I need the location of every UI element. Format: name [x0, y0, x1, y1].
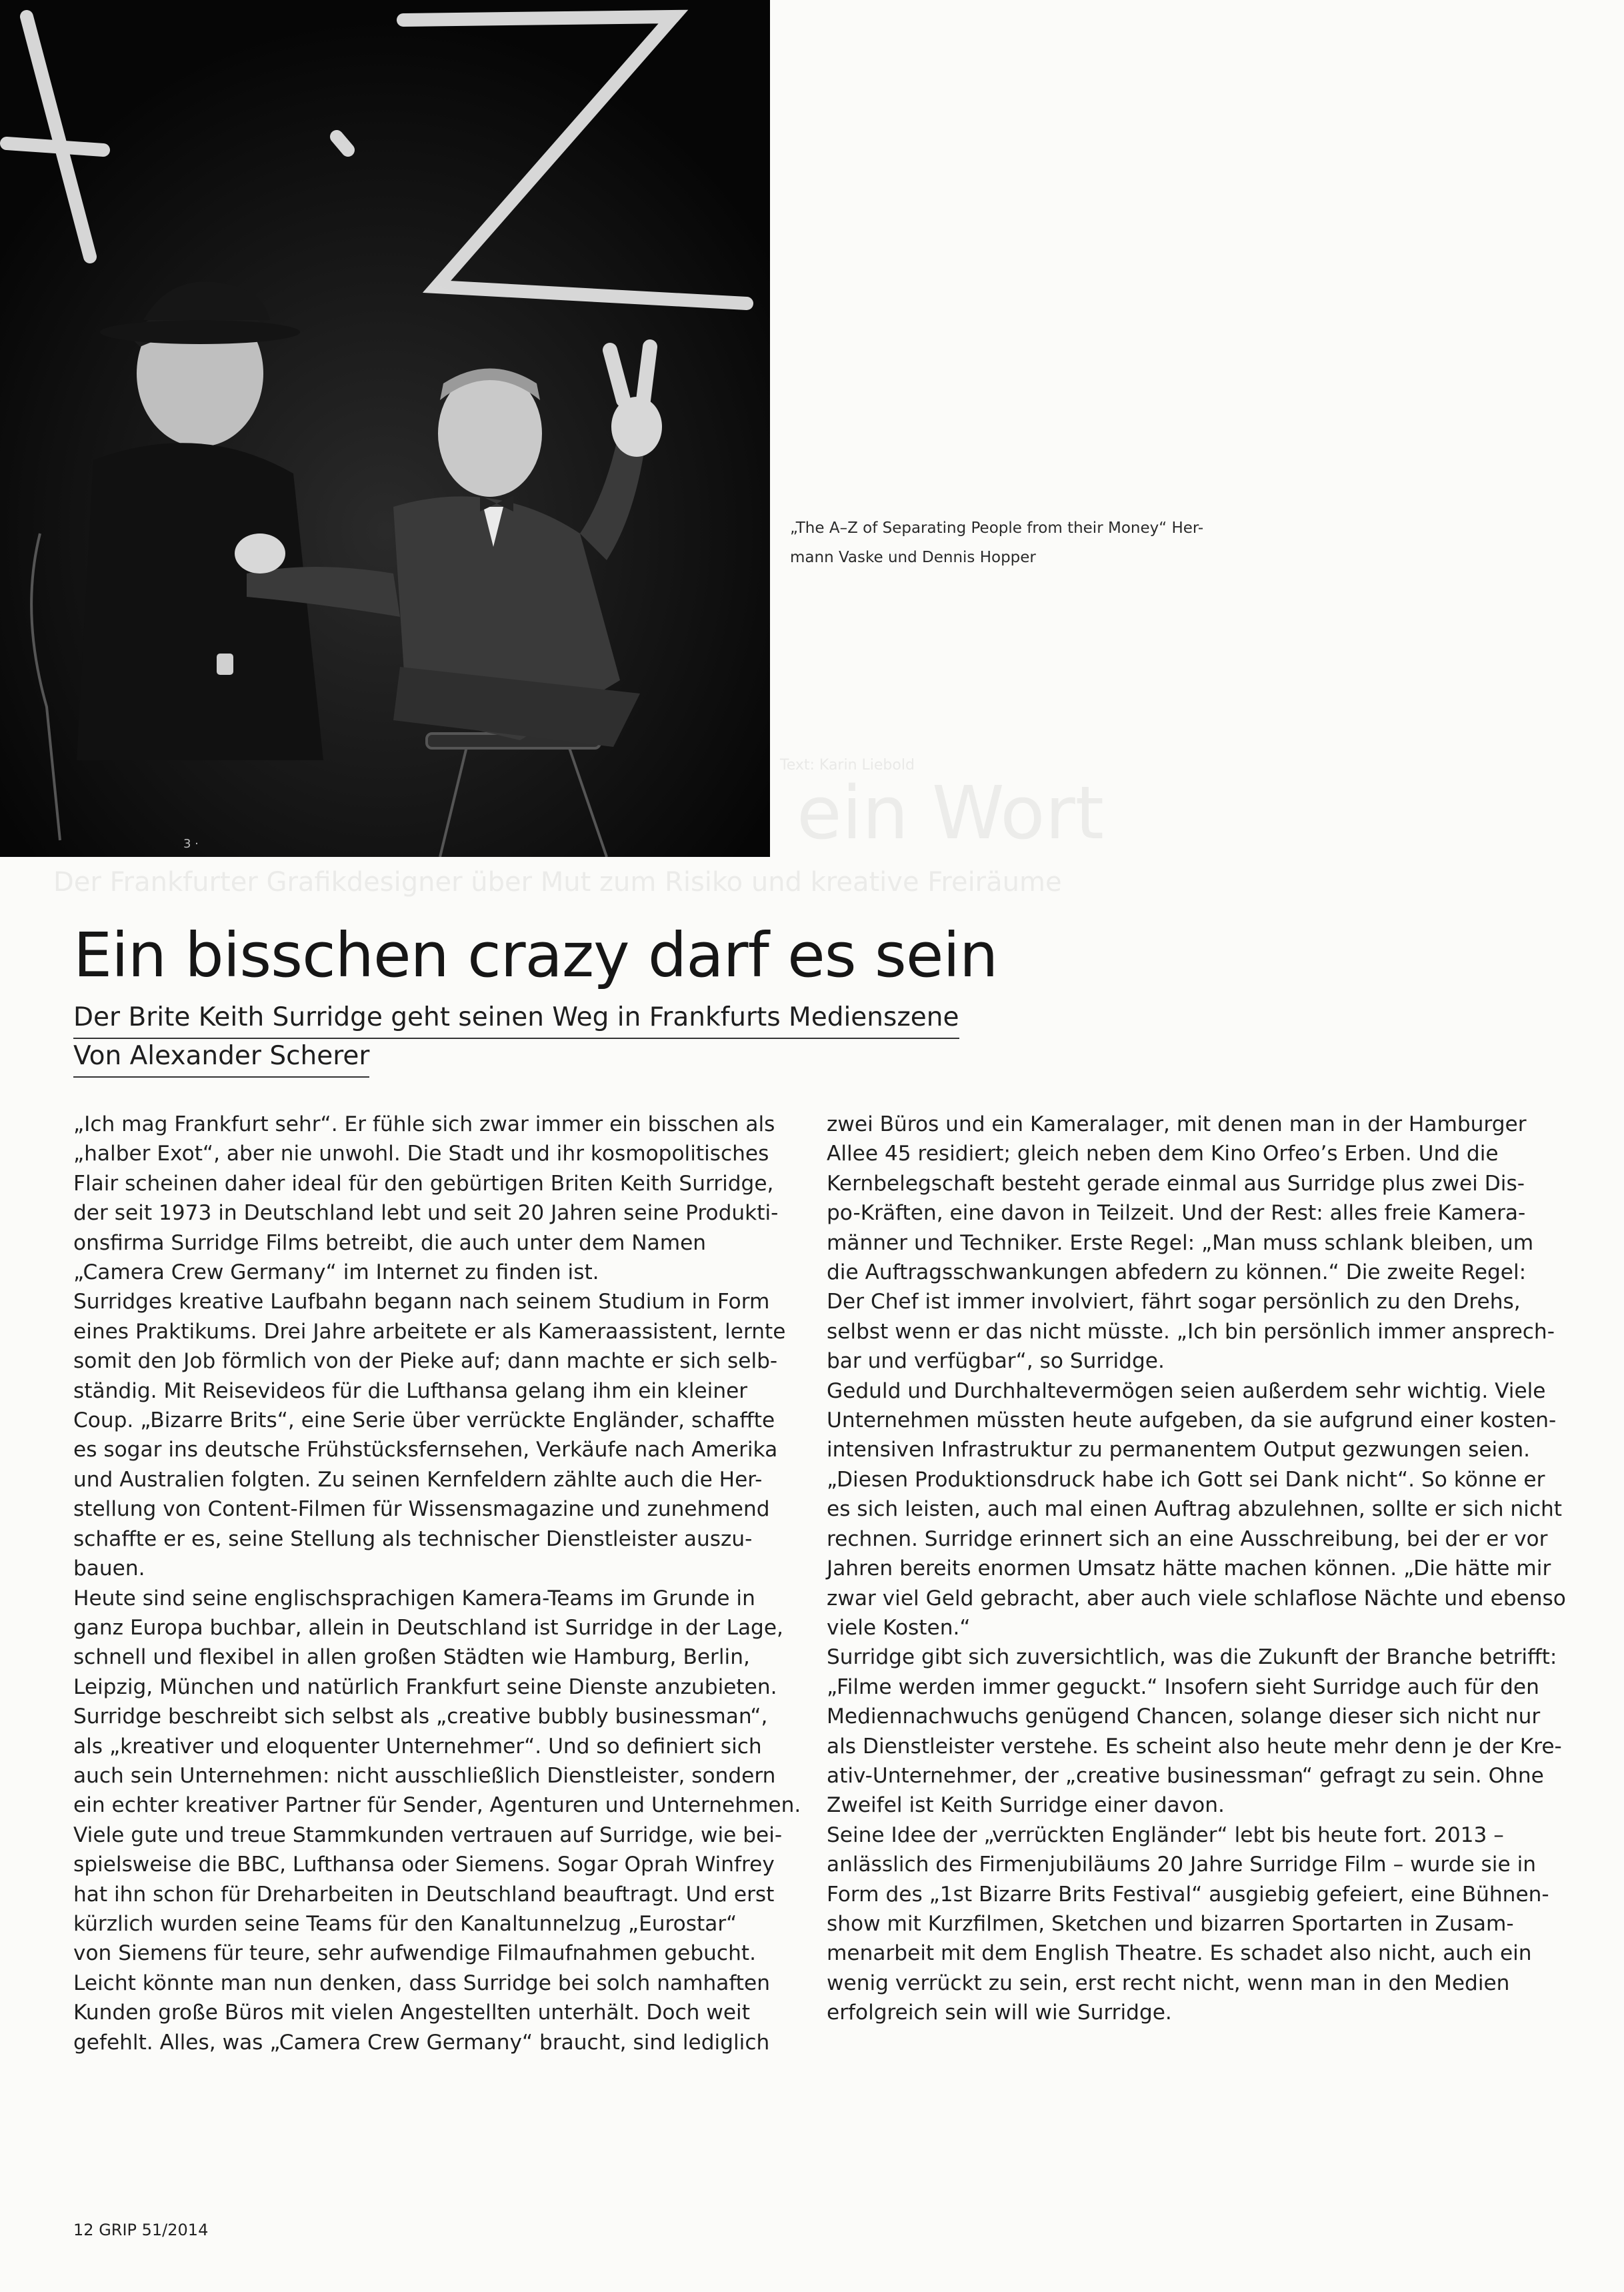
article-text-line: die Auftragsschwankungen abfedern zu können.“ Die zweite Regel: — [827, 1260, 1527, 1285]
article-text-line: „halber Exot“, aber nie unwohl. Die Stadt und ihr kosmopolitisches — [73, 1142, 769, 1166]
article-text-line: es sogar ins deutsche Frühstücksfernsehen, Verkäufe nach Amerika — [73, 1438, 778, 1462]
page-number: 12 — [73, 2221, 94, 2239]
article-text-line: viele Kosten.“ — [827, 1615, 971, 1640]
article-text-line: rechnen. Surridge erinnert sich an eine Ausschreibung, bei der er vor — [827, 1526, 1548, 1551]
article-text-line: Leipzig, München und natürlich Frankfurt seine Dienste anzubieten. — [73, 1674, 777, 1699]
article-text-line: Der Chef ist immer involviert, fährt sogar persönlich zu den Drehs, — [827, 1290, 1521, 1314]
article-text-line: Unternehmen müssten heute aufgeben, da sie aufgrund einer kosten- — [827, 1408, 1557, 1433]
article-text-line: bar und verfügbar“, so Surridge. — [827, 1349, 1165, 1374]
caption-line: „The A–Z of Separating People from their Money“ Her- — [790, 519, 1204, 537]
article-text-line: show mit Kurzfilmen, Sketchen und bizarren Sportarten in Zusam- — [827, 1911, 1514, 1936]
article-text-line: ativ-Unternehmer, der „creative businessman“ gefragt zu sein. Ohne — [827, 1763, 1544, 1788]
article-column-left — [73, 1110, 807, 2057]
article-text-line: Zweifel ist Keith Surridge einer davon. — [827, 1793, 1225, 1818]
article-text-line: zwei Büros und ein Kameralager, mit denen man in der Hamburger — [827, 1112, 1527, 1136]
article-text-line: po-Kräften, eine davon in Teilzeit. Und der Rest: alles freie Kamera- — [827, 1201, 1526, 1226]
article-text-line: Viele gute und treue Stammkunden vertrauen auf Surridge, wie bei- — [73, 1823, 783, 1847]
article-text-line: hat ihn schon für Dreharbeiten in Deutschland beauftragt. Und erst — [73, 1882, 775, 1907]
publication-name: GRIP 51/2014 — [99, 2221, 209, 2239]
article-text-line: erfolgreich sein will wie Surridge. — [827, 2001, 1172, 2025]
article-text-line: als „kreativer und eloquenter Unternehmer“. Und so definiert sich — [73, 1734, 762, 1759]
article-text-line: selbst wenn er das nicht müsste. „Ich bin persönlich immer ansprech- — [827, 1319, 1555, 1344]
article-text-line: Surridge gibt sich zuversichtlich, was die Zukunft der Branche betrifft: — [827, 1645, 1557, 1670]
ghost-text-big: ein Wort — [797, 770, 1104, 856]
article-text-line: menarbeit mit dem English Theatre. Es schadet also nicht, auch ein — [827, 1941, 1532, 1966]
article-text-line: wenig verrückt zu sein, erst recht nicht, wenn man in den Medien — [827, 1971, 1510, 1995]
article-text-line: Form des „1st Bizarre Brits Festival“ ausgiebig gefeiert, eine Bühnen- — [827, 1882, 1549, 1907]
article-text-line: schaffte er es, seine Stellung als technischer Dienstleister auszu- — [73, 1526, 753, 1551]
photo-illustration — [0, 0, 770, 857]
article-text-line: spielsweise die BBC, Lufthansa oder Siemens. Sogar Oprah Winfrey — [73, 1853, 775, 1877]
article-text-line: Flair scheinen daher ideal für den gebürtigen Briten Keith Surridge, — [73, 1171, 774, 1196]
caption-line: mann Vaske und Dennis Hopper — [790, 549, 1036, 566]
article-text-line: ein echter kreativer Partner für Sender, Agenturen und Unternehmen. — [73, 1793, 801, 1818]
article-text-line: es sich leisten, auch mal einen Auftrag abzulehnen, sollte er sich nicht — [827, 1497, 1562, 1522]
article-text-line: männer und Techniker. Erste Regel: „Man muss schlank bleiben, um — [827, 1230, 1534, 1255]
article-text-line: Seine Idee der „verrückten Engländer“ lebt bis heute fort. 2013 – — [827, 1823, 1504, 1847]
article-text-line: von Siemens für teure, sehr aufwendige Filmaufnahmen gebucht. — [73, 1941, 756, 1966]
article-text-line: schnell und flexibel in allen großen Städten wie Hamburg, Berlin, — [73, 1645, 750, 1670]
article-text-line: Allee 45 residiert; gleich neben dem Kino Orfeo’s Erben. Und die — [827, 1142, 1499, 1166]
page-footer — [73, 2221, 208, 2239]
article-text-line: Leicht könnte man nun denken, dass Surridge bei solch namhaften — [73, 1971, 770, 1995]
article-text-line: zwar viel Geld gebracht, aber auch viele schlaflose Nächte und ebenso — [827, 1586, 1566, 1610]
ghost-text-small: Text: Karin Liebold — [780, 757, 915, 774]
article-text-line: Kernbelegschaft besteht gerade einmal aus Surridge plus zwei Dis- — [827, 1171, 1525, 1196]
article-text-line: Surridge beschreibt sich selbst als „creative bubbly businessman“, — [73, 1704, 768, 1729]
photo-caption — [790, 513, 1297, 572]
article-text-line: „Camera Crew Germany“ im Internet zu finden ist. — [73, 1260, 599, 1285]
article-text-line: eines Praktikums. Drei Jahre arbeitete er als Kameraassistent, lernte — [73, 1319, 786, 1344]
handshake — [235, 533, 285, 574]
article-text-line: als Dienstleister verstehe. Es scheint also heute mehr denn je der Kre- — [827, 1734, 1562, 1759]
article-text-line: stellung von Content-Filmen für Wissensmagazine und zunehmend — [73, 1497, 770, 1522]
article-headline: Ein bisschen crazy darf es sein — [73, 920, 998, 991]
article-photo — [0, 0, 770, 857]
article-text-line: bauen. — [73, 1556, 145, 1581]
photo-credit-mark: 3 · — [183, 837, 199, 851]
article-text-line: ganz Europa buchbar, allein in Deutschland ist Surridge in der Lage, — [73, 1615, 783, 1640]
article-text-line: ständig. Mit Reisevideos für die Lufthansa gelang ihm ein kleiner — [73, 1378, 748, 1403]
article-text-line: „Ich mag Frankfurt sehr“. Er fühle sich zwar immer ein bisschen als — [73, 1112, 775, 1136]
article-text-line: Mediennachwuchs genügend Chancen, solange dieser sich nicht nur — [827, 1704, 1541, 1729]
article-text-line: Coup. „Bizarre Brits“, eine Serie über verrückte Engländer, schaffte — [73, 1408, 775, 1433]
article-text-line: „Diesen Produktionsdruck habe ich Gott sei Dank nicht“. So könne er — [827, 1467, 1545, 1492]
article-text-line: anlässlich des Firmenjubiläums 20 Jahre Surridge Film – wurde sie in — [827, 1853, 1536, 1877]
article-text-line: auch sein Unternehmen: nicht ausschließlich Dienstleister, sondern — [73, 1763, 776, 1788]
article-column-right — [827, 1110, 1573, 2028]
article-subheadline: Der Brite Keith Surridge geht seinen Weg in Frankfurts Medienszene — [73, 1002, 959, 1039]
article-text-line: der seit 1973 in Deutschland lebt und seit 20 Jahren seine Produkti- — [73, 1201, 779, 1226]
article-text-line: „Filme werden immer geguckt.“ Insofern sieht Surridge auch für den — [827, 1674, 1539, 1699]
ghost-text-line: Der Frankfurter Grafikdesigner über Mut zum Risiko und kreative Freiräume — [53, 867, 1062, 898]
article-text-line: Jahren bereits enormen Umsatz hätte machen können. „Die hätte mir — [827, 1556, 1551, 1581]
article-byline: Von Alexander Scherer — [73, 1040, 369, 1078]
article-text-line: kürzlich wurden seine Teams für den Kanaltunnelzug „Eurostar“ — [73, 1911, 737, 1936]
article-text-line: und Australien folgten. Zu seinen Kernfeldern zählte auch die Her- — [73, 1467, 763, 1492]
article-text-line: onsfirma Surridge Films betreibt, die auch unter dem Namen — [73, 1230, 707, 1255]
article-text-line: Heute sind seine englischsprachigen Kamera-Teams im Grunde in — [73, 1586, 755, 1610]
article-text-line: gefehlt. Alles, was „Camera Crew Germany“ braucht, sind lediglich — [73, 2030, 770, 2055]
article-text-line: intensiven Infrastruktur zu permanentem Output gezwungen seien. — [827, 1438, 1531, 1462]
article-text-line: Geduld und Durchhaltevermögen seien außerdem sehr wichtig. Viele — [827, 1378, 1546, 1403]
article-text-line: somit den Job förmlich von der Pieke auf; dann machte er sich selb- — [73, 1349, 778, 1374]
article-text-line: Surridges kreative Laufbahn begann nach seinem Studium in Form — [73, 1290, 770, 1314]
article-text-line: Kunden große Büros mit vielen Angestellten unterhält. Doch weit — [73, 2001, 750, 2025]
